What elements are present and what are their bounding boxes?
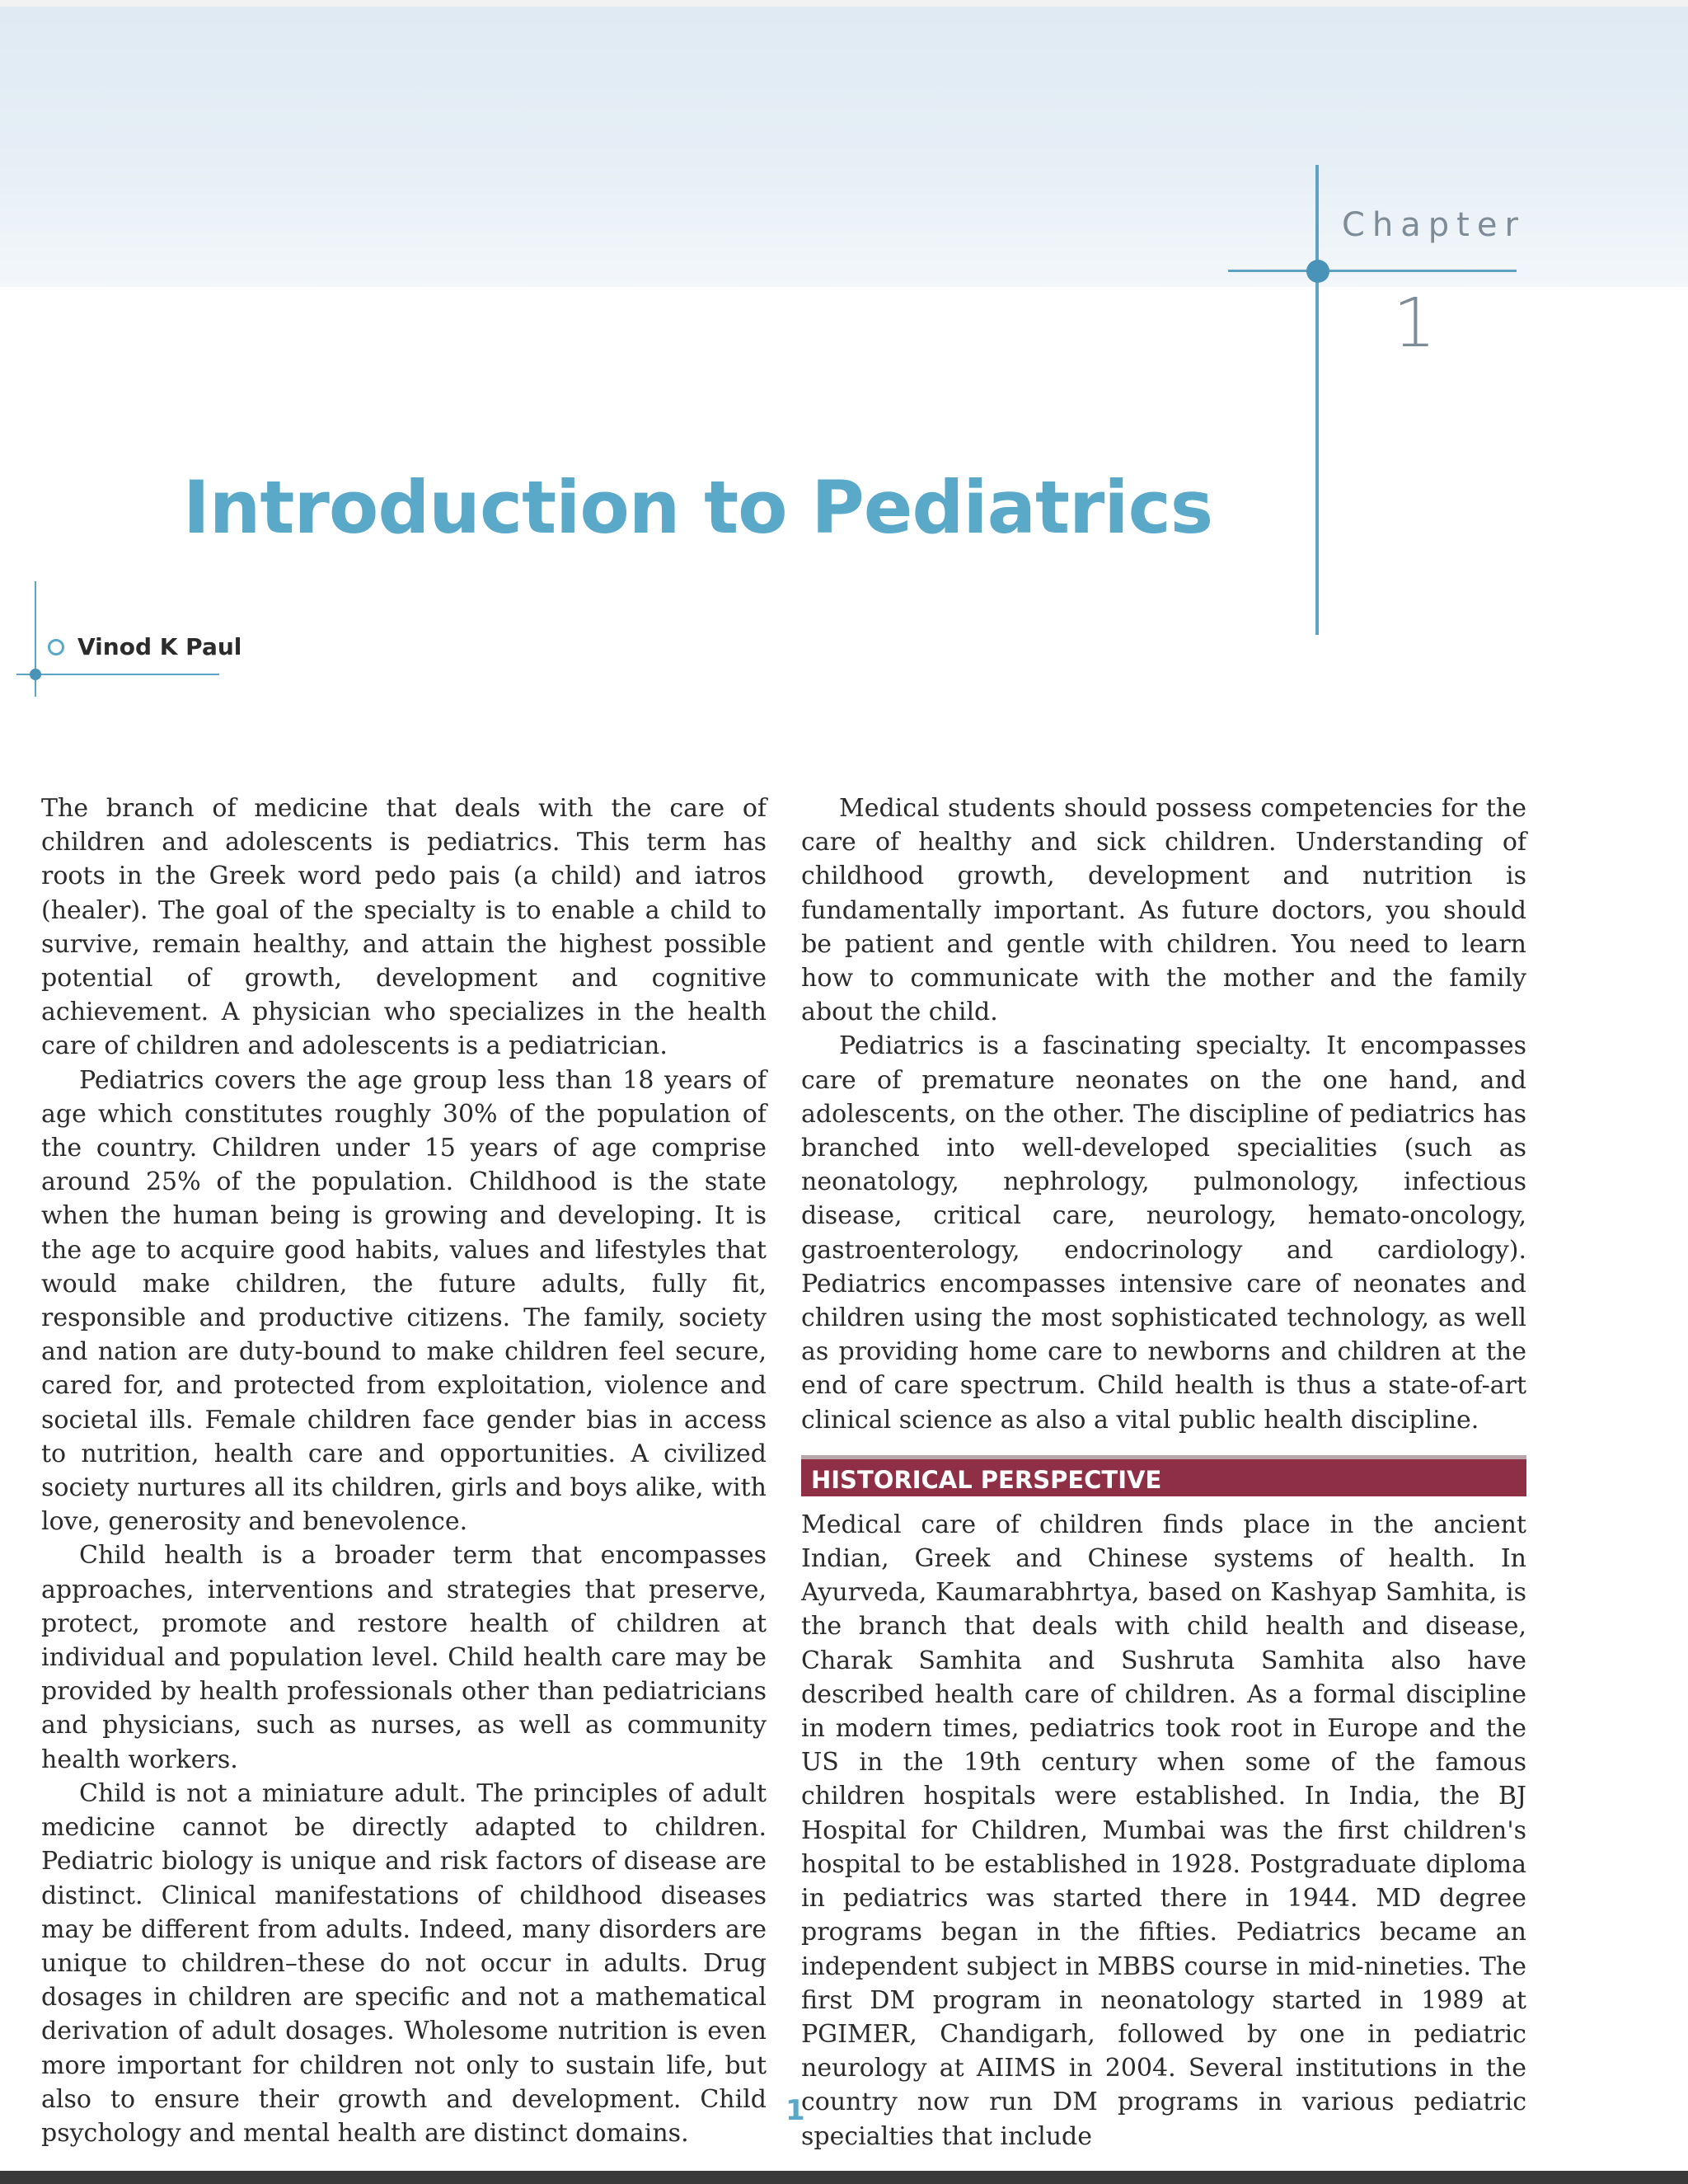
left-paragraph-1: The branch of medicine that deals with the care of children and adolescents is pediatrics. This term has roots in the Greek word pedo pais (a child) and iatros (healer). The goal of the specialty is to enable a child to survive, remain healthy, and attain the highest possible potential of growth, development and cognitive achievement. A physician who specializes in the health care of children and adolescents is a pediatrician. <box>41 794 767 1061</box>
chapter-number: 1 <box>1393 284 1437 363</box>
chapter-label: Chapter <box>1342 206 1526 244</box>
chapter-vertical-rule <box>1315 165 1319 635</box>
author-horizontal-rule <box>16 674 219 675</box>
right-column <box>801 791 1526 2153</box>
right-paragraph-2: Pediatrics is a fascinating specialty. It encompasses care of premature neonates on the one hand, and adolescents, on the other. The discipline of pediatrics has branched into well-developed specialities (such as neonatology, nephrology, pulmonology, infectious disease, critical care, neurology, hemato-oncology, gastroenterology, endocrinology and cardiology). Pediatrics encompasses intensive care of neonates and children using the most sophisticated technology, as well as providing home care to newborns and children at the end of care spectrum. Child health is thus a state-of-art clinical science as also a vital public health discipline. <box>801 1031 1526 1435</box>
page-bottom-edge <box>0 2171 1688 2184</box>
right-paragraph-1: Medical students should possess competencies for the care of healthy and sick children. Understanding of childhood growth, development and nutrition is fundamentally important. As future doctors, you should be patient and gentle with children. You need to learn how to communicate with the mother and the family about the child. <box>801 794 1526 1027</box>
header-band <box>0 7 1688 287</box>
section-heading-historical-perspective: HISTORICAL PERSPECTIVE <box>801 1455 1526 1496</box>
author-name: Vinod K Paul <box>77 633 242 660</box>
right-section-paragraph: Medical care of children finds place in the ancient Indian, Greek and Chinese systems of health. In Ayurveda, Kaumarabhrtya, based on Kashyap Samhita, is the branch that deals with child health and disease, Charak Samhita and Sushruta Samhita also have described health care of children. As a formal discipline in modern times, pediatrics took root in Europe and the US in the 19th century when some of the famous children hospitals were established. In India, the BJ Hospital for Children, Mumbai was the first children's hospital to be established in 1928. Postgraduate diploma in pediatrics was started there in 1944. MD degree programs began in the fifties. Pediatrics became an independent subject in MBBS course in mid-nineties. The first DM program in neonatology started in 1989 at PGIMER, Chandigarh, followed by one in pediatric neurology at AIIMS in 2004. Several institutions in the country now run DM programs in various pediatric specialties that include <box>801 1510 1526 2151</box>
left-column <box>41 791 767 2150</box>
chapter-title: Introduction to Pediatrics <box>183 464 1213 550</box>
left-paragraph-3: Child health is a broader term that encompasses approaches, interventions and strategies that preserve, protect, promote and restore health of children at individual and population level. Child health care may be provided by health professionals other than pediatricians and physicians, such as nurses, as well as community health workers. <box>41 1541 767 1774</box>
page-top-edge <box>0 0 1688 7</box>
chapter-rule-dot <box>1306 260 1329 283</box>
chapter-horizontal-rule <box>1228 270 1517 272</box>
author-bullet-icon <box>48 639 64 655</box>
left-paragraph-2: Pediatrics covers the age group less than 18 years of age which constitutes roughly 30% of the population of the country. Children under 15 years of age comprise around 25% of the population. Childhood is the state when the human being is growing and developing. It is the age to acquire good habits, values and lifestyles that would make children, the future adults, fully fit, responsible and productive citizens. The family, society and nation are duty-bound to make children feel secure, cared for, and protected from exploitation, violence and societal ills. Female children face gender bias in access to nutrition, health care and opportunities. A civilized society nurtures all its children, girls and boys alike, with love, generosity and benevolence. <box>41 1065 767 1537</box>
left-paragraph-4: Child is not a miniature adult. The principles of adult medicine cannot be directly adapted to children. Pediatric biology is unique and risk factors of disease are distinct. Clinical manifestations of childhood diseases may be different from adults. Indeed, many disorders are unique to children–these do not occur in adults. Drug dosages in children are specific and not a mathematical derivation of adult dosages. Wholesome nutrition is even more important for children not only to sustain life, but also to ensure their growth and development. Child psychology and mental health are distinct domains. <box>41 1778 767 2148</box>
author-rule-dot <box>30 669 41 680</box>
page-number: 1 <box>785 2094 805 2127</box>
